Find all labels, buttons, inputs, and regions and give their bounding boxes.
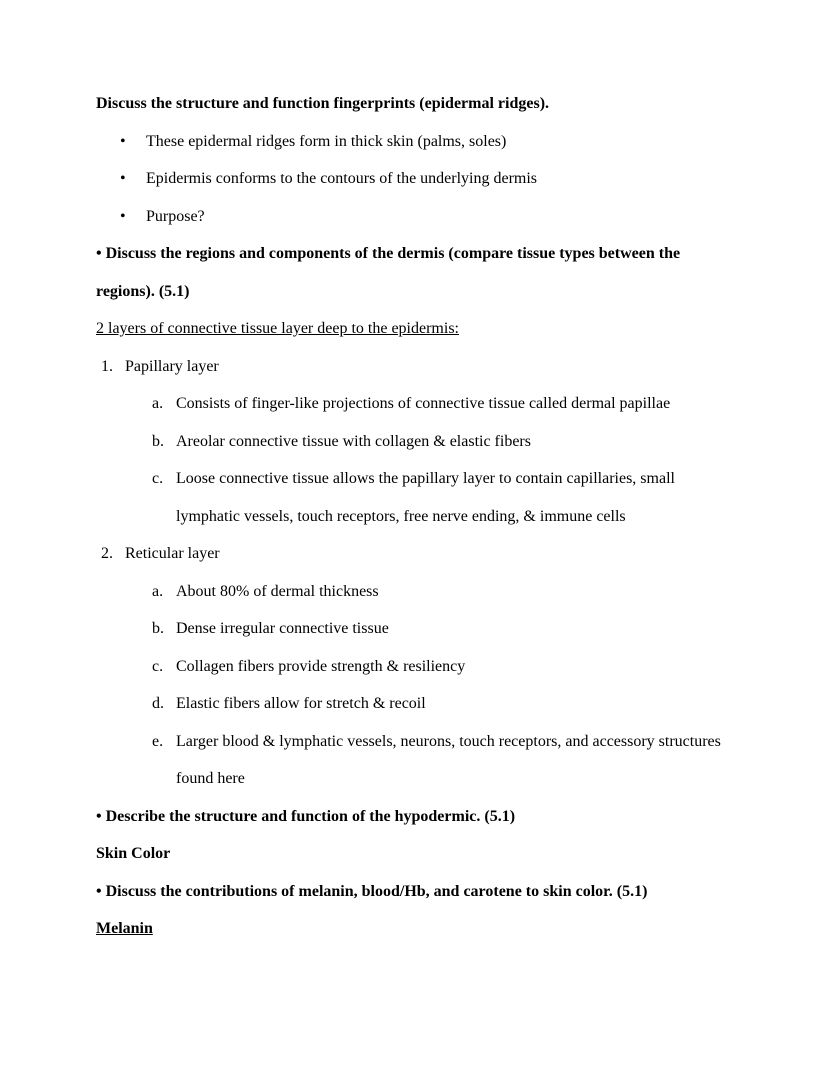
letter-item [96,573,732,611]
numbered-item-papillary [96,348,732,386]
bullet-item [96,198,732,236]
letter-marker: c. [152,470,164,487]
letter-marker: e. [152,732,164,750]
letter-marker: c. [152,657,164,675]
letter-marker: a. [152,395,164,412]
letter-text: Loose connective tissue allows the papillary layer to contain capillaries, small lymphatic vessels, touch receptors, free nerve ending, & immune cells [176,470,675,525]
bullet-item [96,160,732,198]
letter-item [96,385,732,423]
bullet-text: Epidermis conforms to the contours of the underlying dermis [146,170,538,187]
letter-item [96,423,732,461]
letter-text: Collagen fibers provide strength & resiliency [176,657,466,675]
bullet-text: Purpose? [146,207,205,225]
bullet-text: These epidermal ridges form in thick skin (palms, soles) [146,132,507,150]
letter-text: Areolar connective tissue with collagen & elastic fibers [176,432,531,450]
section-heading-skin-color: Skin Color [96,845,171,862]
bullet-marker: • [120,132,126,150]
number-marker: 2. [101,545,113,562]
letter-text: Elastic fibers allow for stretch & recoil [176,695,426,712]
bullet-marker: • [120,170,126,187]
letter-marker: b. [152,620,164,637]
numbered-item-reticular [96,535,732,573]
letter-text: About 80% of dermal thickness [176,582,379,600]
letter-item [96,460,732,535]
subheading-two-layers: 2 layers of connective tissue layer deep to the epidermis: [96,320,459,337]
question-heading-hypodermic: • Describe the structure and function of the hypodermic. (5.1) [96,807,516,825]
letter-marker: a. [152,582,164,600]
question-heading-melanin-blood-carotene: • Discuss the contributions of melanin, blood/Hb, and carotene to skin color. (5.1) [96,882,648,900]
bullet-item [96,123,732,161]
numbered-text: Papillary layer [125,357,219,375]
letter-item [96,648,732,686]
question-heading-dermis-regions: • Discuss the regions and components of the dermis (compare tissue types between the regions). (5.1) [96,245,681,300]
letter-marker: d. [152,695,164,712]
bullet-marker: • [120,207,126,225]
number-marker: 1. [101,357,113,375]
numbered-text: Reticular layer [125,545,220,562]
letter-item [96,685,732,723]
question-heading-fingerprints: Discuss the structure and function fingerprints (epidermal ridges). [96,95,550,112]
letter-item [96,723,732,798]
subheading-melanin: Melanin [96,920,153,937]
letter-marker: b. [152,432,164,450]
letter-item [96,610,732,648]
letter-text: Larger blood & lymphatic vessels, neurons, touch receptors, and accessory structures found here [176,732,721,787]
letter-text: Consists of finger-like projections of connective tissue called dermal papillae [176,395,671,412]
letter-text: Dense irregular connective tissue [176,620,389,637]
